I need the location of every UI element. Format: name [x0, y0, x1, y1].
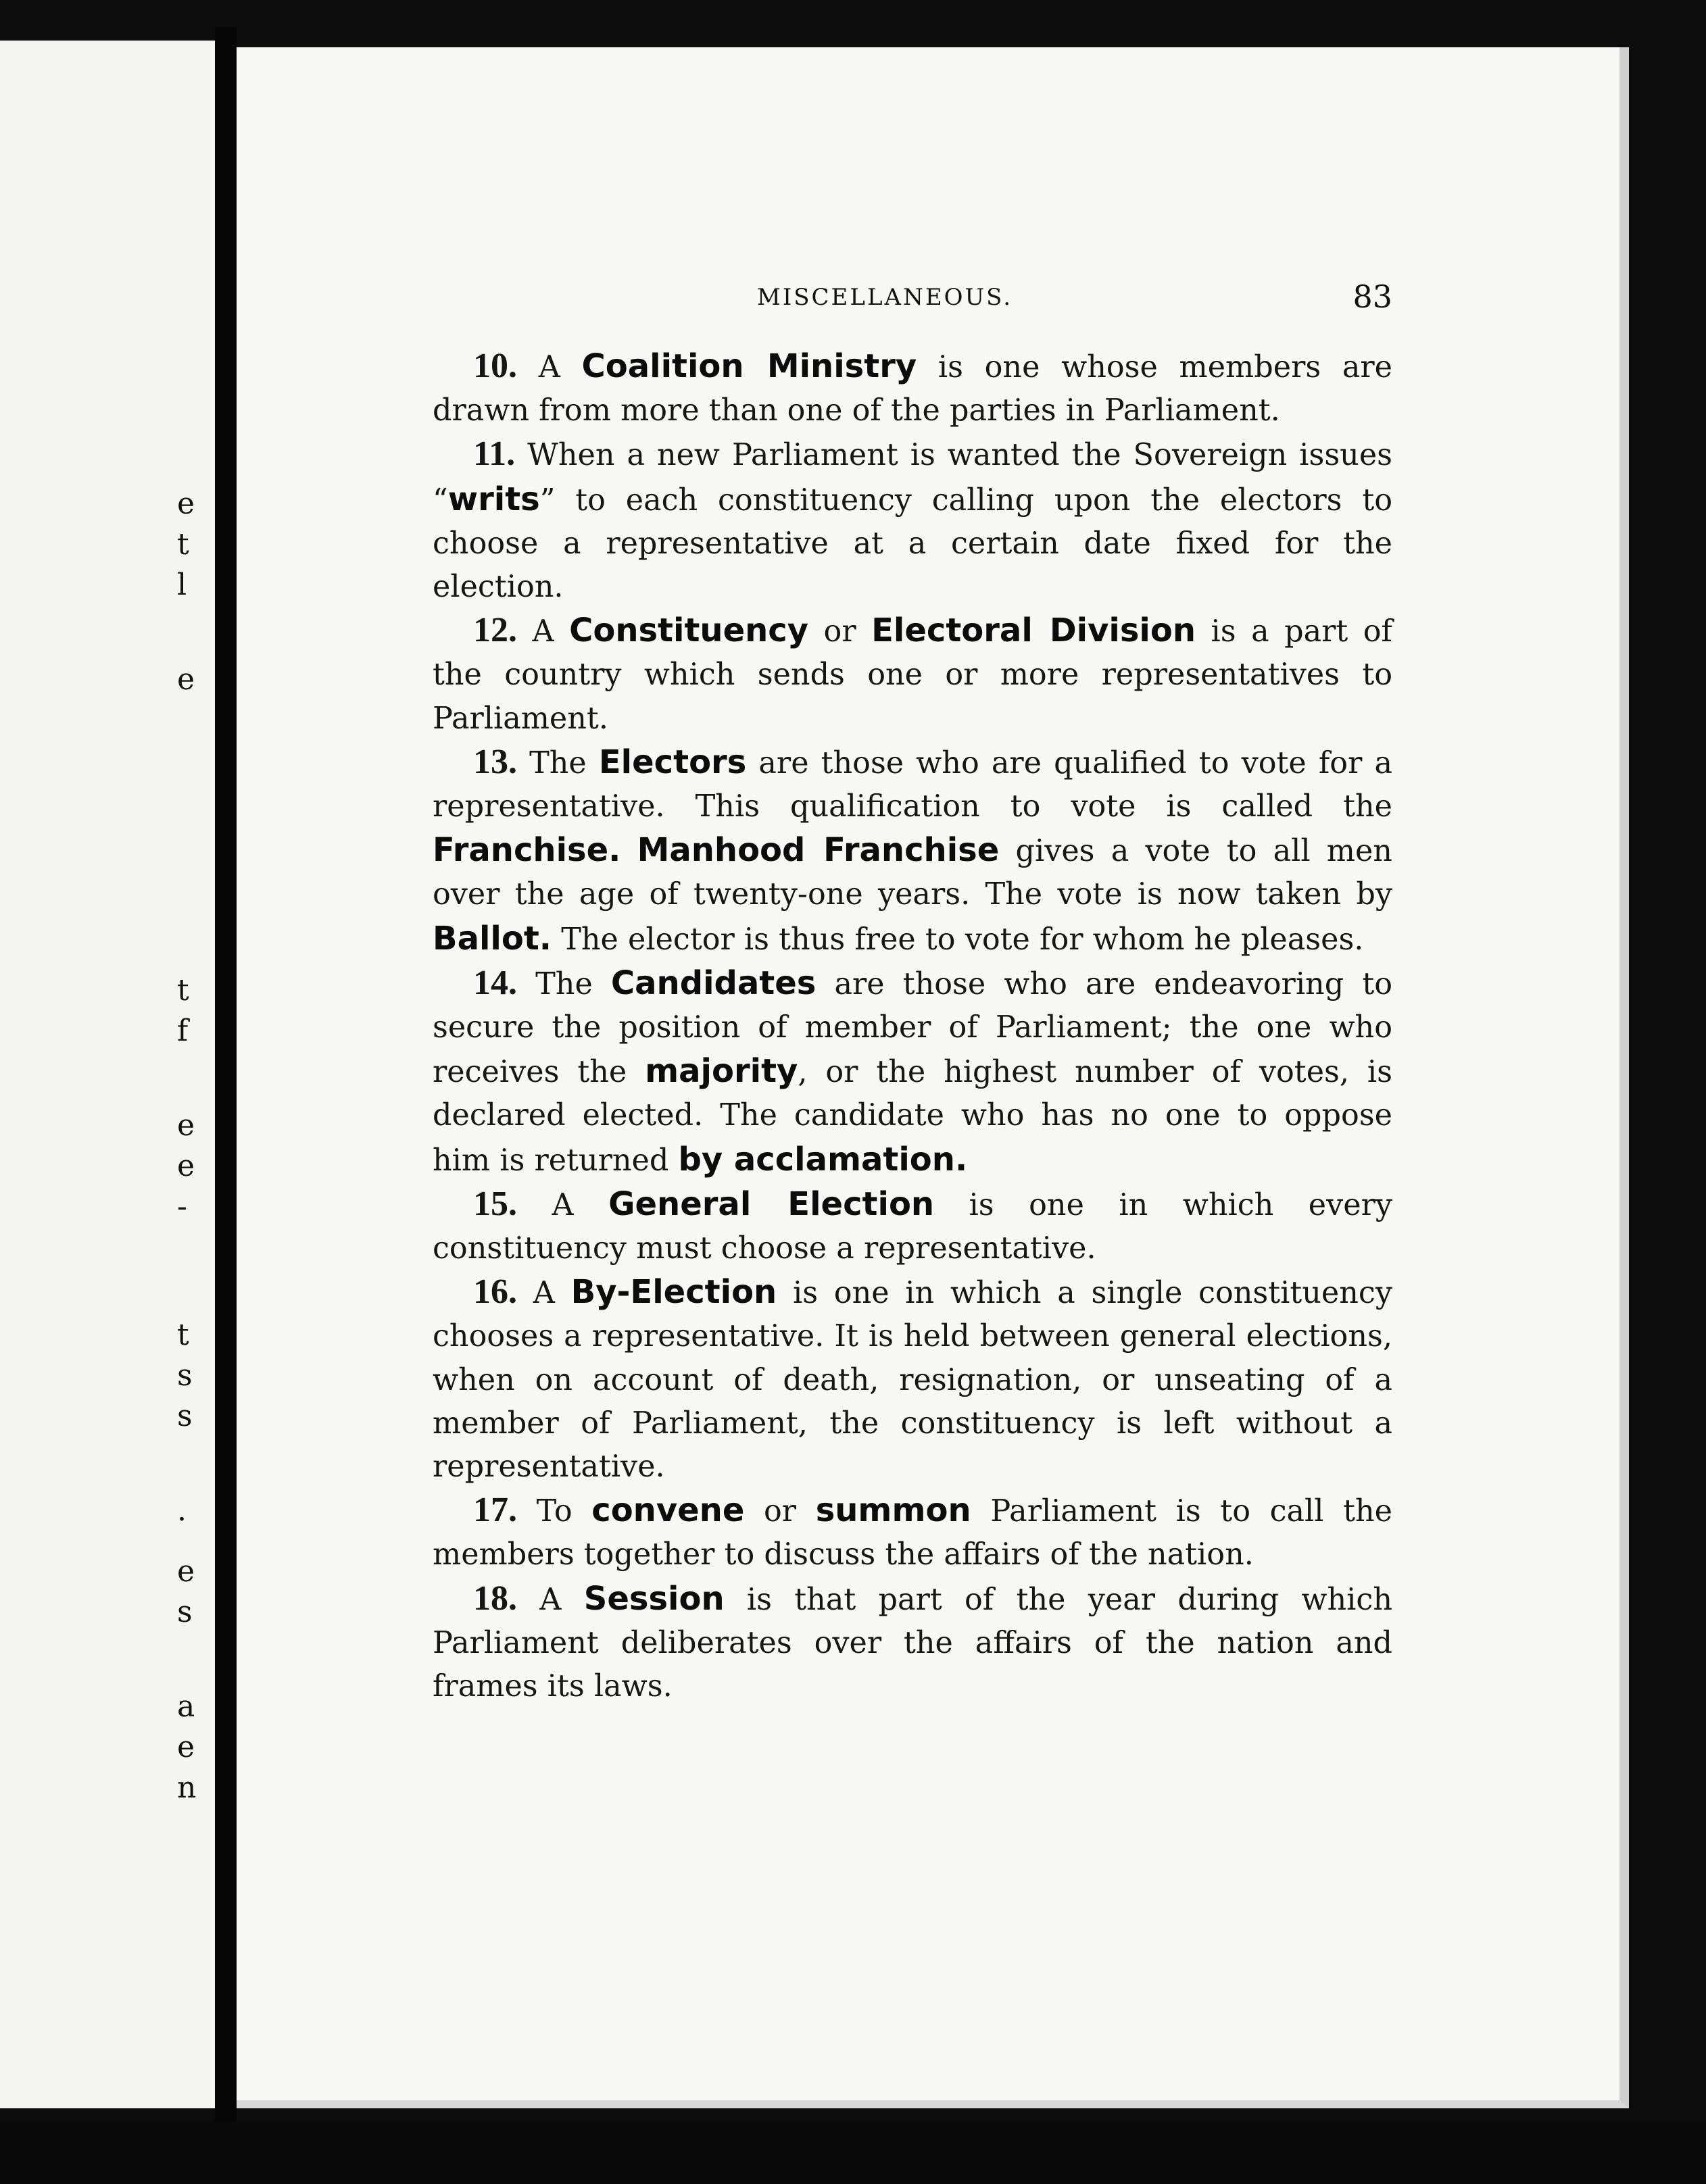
entry-17 — [433, 1489, 1392, 1577]
entry-number: 15. — [473, 1184, 517, 1223]
margin-letter: e — [177, 1149, 195, 1183]
entry-13 — [433, 741, 1392, 962]
margin-letter: t — [177, 1318, 189, 1352]
margin-letter: n — [177, 1770, 197, 1805]
entry-text: A — [517, 350, 582, 384]
entry-text: , or the highest number of votes, is declared elected. The candidate who has no one to oppose him is returned — [433, 1055, 1392, 1178]
margin-letter: t — [177, 973, 189, 1008]
running-title: MISCELLANEOUS. — [757, 284, 1013, 311]
margin-letter: e — [177, 1108, 195, 1143]
margin-letter: e — [177, 1730, 195, 1764]
entry-18 — [433, 1577, 1392, 1709]
entry-text: or — [808, 614, 872, 649]
defined-term: Coalition Ministry — [581, 347, 917, 385]
margin-letter: e — [177, 487, 195, 521]
entry-number: 12. — [473, 611, 517, 650]
running-head — [433, 243, 1392, 315]
margin-letter: s — [177, 1358, 193, 1393]
entry-text: A — [517, 1187, 609, 1222]
entry-text: are those who are qualified to vote for a representative. This qualification to vote is called the — [433, 745, 1392, 824]
entry-text: is a part of the country which sends one or more representatives to Parliament. — [433, 614, 1392, 736]
entry-number: 13. — [473, 742, 517, 781]
entry-text: ” to each constituency calling upon the electors to choose a representative at a certain date fixed for the election. — [433, 482, 1392, 605]
entry-text: The — [517, 966, 611, 1001]
entry-16 — [433, 1270, 1392, 1489]
margin-letter: t — [177, 527, 189, 562]
entry-text: or — [744, 1494, 816, 1529]
entry-14 — [433, 962, 1392, 1183]
entry-number: 11. — [473, 435, 516, 474]
defined-term: By-Election — [570, 1273, 777, 1312]
entry-text: is one in which a single constituency chooses a representative. It is held between general elections, when on account of death, resignation, or unseating of a member of Parliament, the constituency is left without a representative. — [433, 1276, 1392, 1485]
defined-term: Candidates — [610, 964, 817, 1002]
entry-text: The — [517, 745, 599, 780]
page-number: 83 — [1352, 278, 1392, 315]
margin-letter: . — [177, 1493, 187, 1528]
entry-text: When a new Parliament is wanted the Sovereign issues “ — [433, 438, 1392, 518]
defined-term: Manhood Franchise — [637, 831, 1000, 870]
margin-letter: a — [177, 1689, 195, 1724]
entry-text: To — [517, 1494, 592, 1529]
entry-number: 16. — [473, 1272, 517, 1312]
book-page — [237, 47, 1629, 2108]
defined-term: General Election — [608, 1185, 935, 1223]
entry-number: 17. — [473, 1491, 517, 1530]
defined-term: Electors — [598, 743, 747, 781]
margin-letter: e — [177, 1554, 195, 1589]
entry-number: 14. — [473, 963, 517, 1002]
entry-number: 10. — [473, 347, 517, 385]
entry-text — [620, 834, 637, 868]
facing-page-left — [0, 41, 219, 2108]
defined-term: Constituency — [569, 612, 809, 650]
defined-term: convene — [591, 1491, 745, 1530]
entry-12 — [433, 609, 1392, 741]
entry-text: A — [517, 1582, 584, 1617]
entry-text: gives a vote to all men over the age of twenty-one years. The vote is now taken by — [433, 834, 1392, 912]
defined-term: summon — [815, 1491, 971, 1530]
entry-text: A — [517, 614, 570, 649]
scan-bottom-edge — [0, 2122, 1706, 2184]
page-content — [433, 243, 1392, 1708]
entry-text: is one in which every constituency must choose a representative. — [433, 1187, 1392, 1266]
defined-term: Session — [583, 1579, 725, 1618]
defined-term: Franchise. — [433, 831, 621, 870]
defined-term: by acclamation. — [678, 1140, 968, 1178]
defined-term: Electoral Division — [871, 612, 1196, 650]
entry-10 — [433, 345, 1392, 432]
entry-number: 18. — [473, 1579, 517, 1618]
entry-text: are those who are endeavoring to secure the position of member of Parliament; the one who receives the — [433, 966, 1392, 1090]
entry-text: is one whose members are drawn from more than one of the parties in Parliament. — [433, 350, 1393, 428]
defined-term: writs — [447, 480, 540, 518]
entry-text: is that part of the year during which Parliament deliberates over the affairs of the nation and frames its laws. — [433, 1582, 1392, 1704]
entry-text: The elector is thus free to vote for whom he pleases. — [552, 922, 1364, 957]
entry-15 — [433, 1183, 1392, 1270]
entry-11 — [433, 432, 1392, 609]
margin-letter: s — [177, 1399, 193, 1433]
margin-letter: l — [177, 568, 187, 602]
defined-term: majority — [645, 1052, 798, 1091]
margin-letter: f — [177, 1014, 189, 1048]
margin-letter: s — [177, 1595, 193, 1629]
page-body — [433, 345, 1392, 1708]
book-gutter — [215, 27, 237, 2149]
margin-letter: e — [177, 662, 195, 697]
entry-text: A — [517, 1276, 571, 1311]
margin-letter: - — [177, 1189, 187, 1224]
defined-term: Ballot. — [433, 919, 552, 958]
entry-text: Parliament is to call the members together to discuss the affairs of the nation. — [433, 1494, 1392, 1572]
